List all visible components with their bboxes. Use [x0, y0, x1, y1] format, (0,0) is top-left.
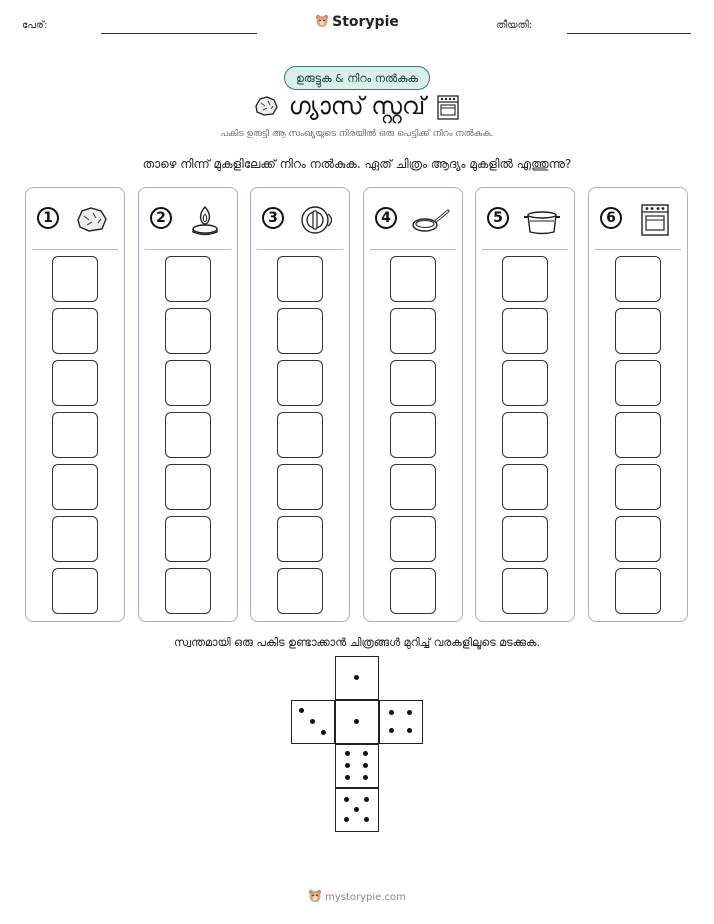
- color-box[interactable]: [165, 568, 211, 614]
- column-divider: [145, 249, 231, 250]
- color-box[interactable]: [165, 412, 211, 458]
- stove-knob-icon: [297, 202, 337, 236]
- brand-name: Storypie: [332, 14, 399, 30]
- color-box[interactable]: [277, 308, 323, 354]
- dice-pip: [345, 775, 350, 780]
- column-number: 5: [487, 207, 509, 229]
- color-box[interactable]: [502, 360, 548, 406]
- color-box[interactable]: [502, 568, 548, 614]
- color-box[interactable]: [52, 464, 98, 510]
- column-1: [25, 187, 125, 622]
- column-divider: [370, 249, 456, 250]
- color-box[interactable]: [277, 256, 323, 302]
- column-5: [475, 187, 575, 622]
- dice-pip: [364, 817, 369, 822]
- color-box[interactable]: [615, 568, 661, 614]
- color-box[interactable]: [390, 516, 436, 562]
- footer: [0, 889, 714, 903]
- color-box[interactable]: [165, 256, 211, 302]
- dice-face-6: [335, 744, 379, 788]
- dice-pip: [299, 708, 304, 713]
- dice-face-1: [335, 700, 379, 744]
- color-box[interactable]: [52, 308, 98, 354]
- color-box[interactable]: [615, 464, 661, 510]
- color-box[interactable]: [390, 464, 436, 510]
- dice-pip: [344, 797, 349, 802]
- dice-pip: [363, 751, 368, 756]
- dice-face-5: [335, 788, 379, 832]
- dice-pip: [354, 719, 359, 724]
- dice-pip: [363, 763, 368, 768]
- color-box[interactable]: [390, 360, 436, 406]
- column-divider: [482, 249, 568, 250]
- color-box[interactable]: [502, 516, 548, 562]
- column-number: 3: [262, 207, 284, 229]
- color-box[interactable]: [502, 412, 548, 458]
- activity-badge: ഉരുട്ടുക & നിറം നൽകുക: [284, 66, 430, 90]
- color-box[interactable]: [502, 256, 548, 302]
- column-divider: [257, 249, 343, 250]
- column-6: [588, 187, 688, 622]
- color-box[interactable]: [165, 516, 211, 562]
- color-box[interactable]: [277, 412, 323, 458]
- dice-pip: [354, 807, 359, 812]
- color-box[interactable]: [165, 360, 211, 406]
- gas-stove-icon: [435, 93, 461, 121]
- column-number: 4: [375, 207, 397, 229]
- column-2: [138, 187, 238, 622]
- column-divider: [32, 249, 118, 250]
- dice-pip: [363, 775, 368, 780]
- color-box[interactable]: [52, 412, 98, 458]
- footer-url: mystorypie.com: [325, 892, 406, 903]
- frying-pan-icon: [410, 202, 450, 236]
- dice-pip: [344, 817, 349, 822]
- dice-instruction: സ്വന്തമായി ഒരു പകിട ഉണ്ടാക്കാൻ ചിത്രങ്ങൾ മുറിച്ച് വരകളിലൂടെ മടക്കുക.: [174, 636, 540, 649]
- brand-logo: [0, 14, 714, 30]
- question-text: താഴെ നിന്ന് മുകളിലേക്ക് നിറം നൽകുക. ഏത് ചിത്രം ആദ്യം മുകളിൽ എത്തുന്നു?: [142, 157, 572, 171]
- gas-burner-flame-icon: [185, 202, 225, 236]
- date-line: [567, 33, 691, 34]
- color-box[interactable]: [165, 464, 211, 510]
- color-box[interactable]: [52, 256, 98, 302]
- color-box[interactable]: [502, 308, 548, 354]
- color-box[interactable]: [277, 516, 323, 562]
- dice-face-3: [291, 700, 335, 744]
- dice-pip: [354, 675, 359, 680]
- dice-pip: [407, 710, 412, 715]
- dice-pip: [345, 751, 350, 756]
- color-box[interactable]: [277, 360, 323, 406]
- dice-pip: [310, 719, 315, 724]
- coal-rock-icon: [72, 202, 112, 236]
- color-box[interactable]: [52, 516, 98, 562]
- dice-pip: [389, 710, 394, 715]
- color-box[interactable]: [615, 256, 661, 302]
- color-box[interactable]: [390, 256, 436, 302]
- bear-logo-icon: [315, 14, 329, 28]
- cooking-pot-icon: [522, 202, 562, 236]
- color-box[interactable]: [52, 360, 98, 406]
- dice-pip: [407, 728, 412, 733]
- column-divider: [595, 249, 681, 250]
- date-label: തീയതി:: [496, 20, 533, 31]
- color-box[interactable]: [615, 360, 661, 406]
- color-box[interactable]: [277, 568, 323, 614]
- dice-pip: [389, 728, 394, 733]
- instruction-text: പകിട ഉരുട്ടി ആ സംഖ്യയുടെ നിരയിൽ ഒരു പെട്ടിക്ക് നിറം നൽകുക.: [220, 129, 494, 139]
- color-box[interactable]: [502, 464, 548, 510]
- column-number: 6: [600, 207, 622, 229]
- dice-pip: [321, 730, 326, 735]
- color-box[interactable]: [615, 412, 661, 458]
- dice-face-1: [335, 656, 379, 700]
- color-box[interactable]: [390, 308, 436, 354]
- color-box[interactable]: [390, 412, 436, 458]
- column-number: 1: [37, 207, 59, 229]
- column-number: 2: [150, 207, 172, 229]
- color-box[interactable]: [277, 464, 323, 510]
- column-4: [363, 187, 463, 622]
- color-box[interactable]: [615, 308, 661, 354]
- color-box[interactable]: [52, 568, 98, 614]
- footer-bear-icon: [308, 889, 322, 903]
- dice-face-4: [379, 700, 423, 744]
- name-label: പേര്:: [22, 20, 48, 31]
- dice-pip: [364, 797, 369, 802]
- column-3: [250, 187, 350, 622]
- gas-stove-oven-icon: [635, 202, 675, 236]
- color-box[interactable]: [165, 308, 211, 354]
- dice-pip: [345, 763, 350, 768]
- color-box[interactable]: [390, 568, 436, 614]
- page-title: ഗ്യാസ് സ്റ്റവ്: [288, 92, 426, 120]
- color-box[interactable]: [615, 516, 661, 562]
- name-line: [101, 33, 257, 34]
